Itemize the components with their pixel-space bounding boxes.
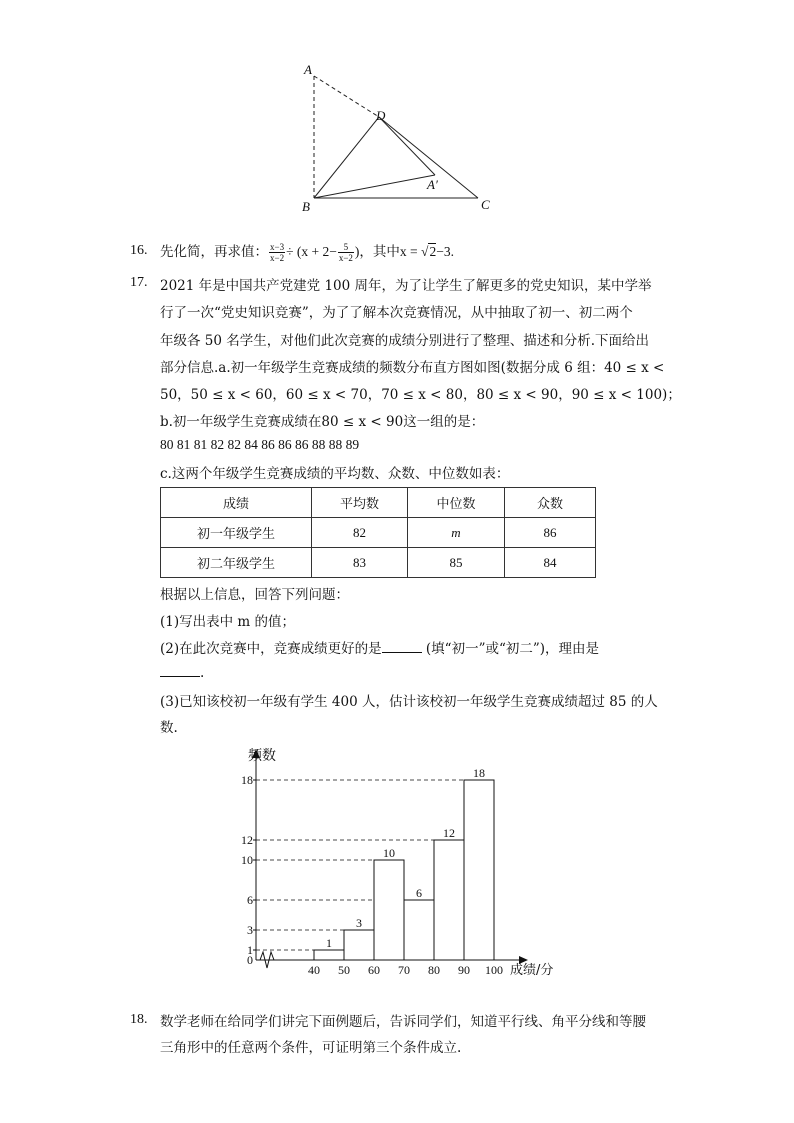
question-16-text [160, 240, 454, 263]
y-tick-label: 12 [241, 833, 253, 847]
x-tick-label: 60 [368, 963, 380, 977]
q16-fraction-2: $\frac{5}{x-2}$ [338, 242, 353, 263]
y-tick-label: 3 [247, 923, 253, 937]
point-label-D: D [376, 108, 386, 123]
histogram-bar [374, 860, 404, 960]
q16-prefix: 先化简，再求值： [160, 244, 268, 260]
y-tick-label: 6 [247, 893, 253, 907]
y-tick-label: 0 [247, 953, 253, 967]
y-tick-label: 1 [247, 943, 253, 957]
q17-scores-list: 80 81 81 82 82 84 86 86 86 88 88 89 [160, 437, 360, 452]
bar-value-label: 18 [473, 766, 485, 780]
question-16-number: 16. [130, 243, 148, 258]
x-tick-label: 80 [428, 963, 440, 977]
histogram-bar [344, 930, 374, 960]
q16-fraction-1: $\frac{x-3}{x-2}$ [270, 242, 285, 263]
y-tick-label: 18 [241, 773, 253, 787]
q17-after-table: 根据以上信息，回答下列问题： [160, 587, 349, 603]
q17-sub-question-2: (2)在此次竞赛中，竞赛成绩更好的是 (填“初一”或“初二”)，理由是 [160, 641, 600, 657]
q16-suffix: −3. [436, 244, 454, 259]
q17-sub-question-2-reason: . [160, 664, 204, 681]
table-cell: 84 [505, 548, 596, 578]
segment-BD [314, 117, 379, 198]
x-tick-label: 50 [338, 963, 350, 977]
x-tick-label: 100 [485, 963, 503, 977]
table-cell: 83 [312, 548, 408, 578]
histogram-bar [404, 900, 434, 960]
histogram-bar [464, 780, 494, 960]
table-header-cell: 成绩 [161, 488, 312, 518]
q17-line-8: c.这两个年级学生竞赛成绩的平均数、众数、中位数如表： [160, 466, 510, 482]
statistics-table [160, 487, 596, 578]
table-cell: 初一年级学生 [161, 518, 312, 548]
q17-line-2: 行了一次“党史知识竞赛”，为了了解本次竞赛情况，从中抽取了初一、初二两个 [160, 305, 633, 321]
answer-blank[interactable] [382, 640, 422, 653]
q17-line-3: 年级各 50 名学生，对他们此次竞赛的成绩分别进行了整理、描述和分析.下面给出 [160, 333, 650, 349]
histogram-bar [314, 950, 344, 960]
q17-line-1: 2021 年是中国共产党建党 100 周年，为了让学生了解更多的党史知识，某中学举 [160, 278, 652, 294]
table-cell: 初二年级学生 [161, 548, 312, 578]
table-row [161, 518, 596, 548]
table-cell: 82 [312, 518, 408, 548]
answer-blank[interactable] [160, 664, 200, 677]
x-tick-label: 90 [458, 963, 470, 977]
x-tick-label: 40 [308, 963, 320, 977]
table-header-cell: 众数 [505, 488, 596, 518]
segment-DA-prime [379, 117, 435, 175]
table-header-row [161, 488, 596, 518]
table-row [161, 548, 596, 578]
table-cell: m [408, 518, 505, 548]
bar-value-label: 1 [326, 936, 332, 950]
y-tick-label: 10 [241, 853, 253, 867]
q17-line-5: 50，50 ≤ x < 60，60 ≤ x < 70，70 ≤ x < 80，80 ≤ x < 90，90 ≤ x < 100)； [160, 387, 681, 403]
bar-value-label: 3 [356, 916, 362, 930]
point-label-C: C [481, 197, 490, 212]
q16-sqrt: √2 [421, 244, 437, 259]
histogram-bar [434, 840, 464, 960]
question-17-number: 17. [130, 275, 148, 290]
question-18-number: 18. [130, 1012, 148, 1027]
q16-mid: ÷ (x + 2− [286, 244, 337, 259]
bar-value-label: 12 [443, 826, 455, 840]
table-cell: 85 [408, 548, 505, 578]
bar-value-label: 10 [383, 846, 395, 860]
table-header-cell: 中位数 [408, 488, 505, 518]
bar-value-label: 6 [416, 886, 422, 900]
q17-line-6: b.初一年级学生竞赛成绩在80 ≤ x < 90这一组的是： [160, 414, 485, 430]
point-label-A-prime: A′ [427, 177, 438, 192]
table-header-cell: 平均数 [312, 488, 408, 518]
segment-AD [314, 76, 379, 117]
geometry-figure [295, 55, 505, 220]
q17-sub-question-1: (1)写出表中 m 的值； [160, 614, 296, 630]
q18-line-2: 三角形中的任意两个条件，可证明第三个条件成立. [160, 1040, 462, 1056]
q17-sub-question-3-line-2: 数. [160, 720, 178, 736]
q16-close: )，其中x = [354, 244, 422, 259]
q17-sub-question-3-line-1: (3)已知该校初一年级有学生 400 人，估计该校初一年级学生竞赛成绩超过 85 的人 [160, 694, 658, 710]
frequency-histogram [230, 740, 600, 980]
q17-line-4: 部分信息.a.初一年级学生竞赛成绩的频数分布直方图如图(数据分成 6 组：40 ≤ x < [160, 360, 665, 376]
x-axis-title: 成绩/分 [510, 963, 554, 978]
point-label-A: A [304, 62, 312, 77]
table-cell: 86 [505, 518, 596, 548]
point-label-B: B [302, 199, 310, 214]
x-tick-label: 70 [398, 963, 410, 977]
y-axis-title: 频数 [248, 748, 276, 764]
segment-BA-prime [314, 175, 435, 198]
q18-line-1: 数学老师在给同学们讲完下面例题后，告诉同学们，知道平行线、角平分线和等腰 [160, 1014, 646, 1030]
